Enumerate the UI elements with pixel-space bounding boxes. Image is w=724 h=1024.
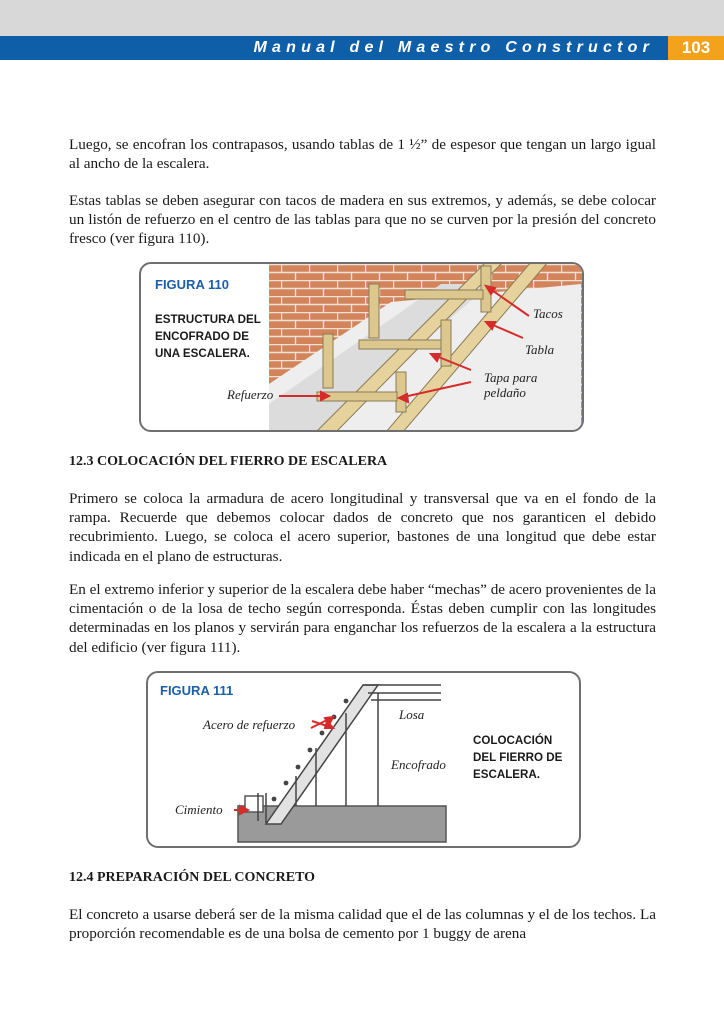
paragraph-armadura: Primero se coloca la armadura de acero longitudinal y transversal que va en el fondo de la rampa. Recuerde que debemos colocar dados de concreto que nos garanticen el debido recubrimiento. Luego, se coloca el acero superior, bastones de una longitud que debe estar indicada en el plano de estructuras. bbox=[69, 490, 656, 565]
paragraph-contrapasos: Luego, se encofran los contrapasos, usando tablas de 1 ½” de espesor que tengan un largo igual al ancho de la escalera. bbox=[69, 136, 656, 173]
figure-110-label: FIGURA 110 bbox=[155, 277, 229, 292]
callout-losa: Losa bbox=[399, 707, 425, 722]
section-heading-12-4: 12.4 PREPARACIÓN DEL CONCRETO bbox=[69, 870, 316, 885]
paragraph-concreto: El concreto a usarse deberá ser de la misma calidad que el de las columnas y el de los techos. La proporción recomendable es de una bolsa de cemento por 1 buggy de arena bbox=[69, 906, 656, 943]
figure-110-caption: ESTRUCTURA DEL ENCOFRADO DE UNA ESCALERA. bbox=[155, 313, 261, 360]
callout-tabla: Tabla bbox=[525, 342, 555, 357]
top-margin-band bbox=[0, 0, 724, 36]
header-title: Manual del Maestro Constructor bbox=[253, 39, 654, 56]
callout-encofrado: Encofrado bbox=[391, 757, 446, 772]
figure-111-caption: COLOCACIÓN DEL FIERRO DE ESCALERA. bbox=[473, 734, 563, 781]
callout-acero-refuerzo: Acero de refuerzo bbox=[203, 717, 296, 732]
callout-tapa-peldano: Tapa para peldaño bbox=[484, 370, 538, 400]
paragraph-mechas: En el extremo inferior y superior de la escalera debe haber “mechas” de acero provenientes de la cimentación o de la losa de techo según corresponda. Éstas deben cumplir con las longitudes determinadas en los planos y servirán para enganchar los refuerzos de la escalera a la estructura del edificio (ver figura 111). bbox=[69, 581, 656, 656]
figure-111-label: FIGURA 111 bbox=[160, 683, 234, 698]
figure-110 bbox=[139, 262, 584, 432]
running-header bbox=[0, 36, 724, 60]
callout-refuerzo: Refuerzo bbox=[227, 387, 274, 402]
callout-tacos: Tacos bbox=[533, 306, 563, 321]
paragraph-tacos: Estas tablas se deben asegurar con tacos de madera en sus extremos, y además, se debe colocar un listón de refuerzo en el centro de las tablas para que no se curven por la presión del concreto fresco (ver figura 110). bbox=[69, 192, 656, 248]
figure-111 bbox=[146, 671, 581, 848]
section-heading-12-3: 12.3 COLOCACIÓN DEL FIERRO DE ESCALERA bbox=[69, 454, 388, 469]
callout-cimiento: Cimiento bbox=[175, 802, 223, 817]
page-number: 103 bbox=[668, 36, 724, 60]
